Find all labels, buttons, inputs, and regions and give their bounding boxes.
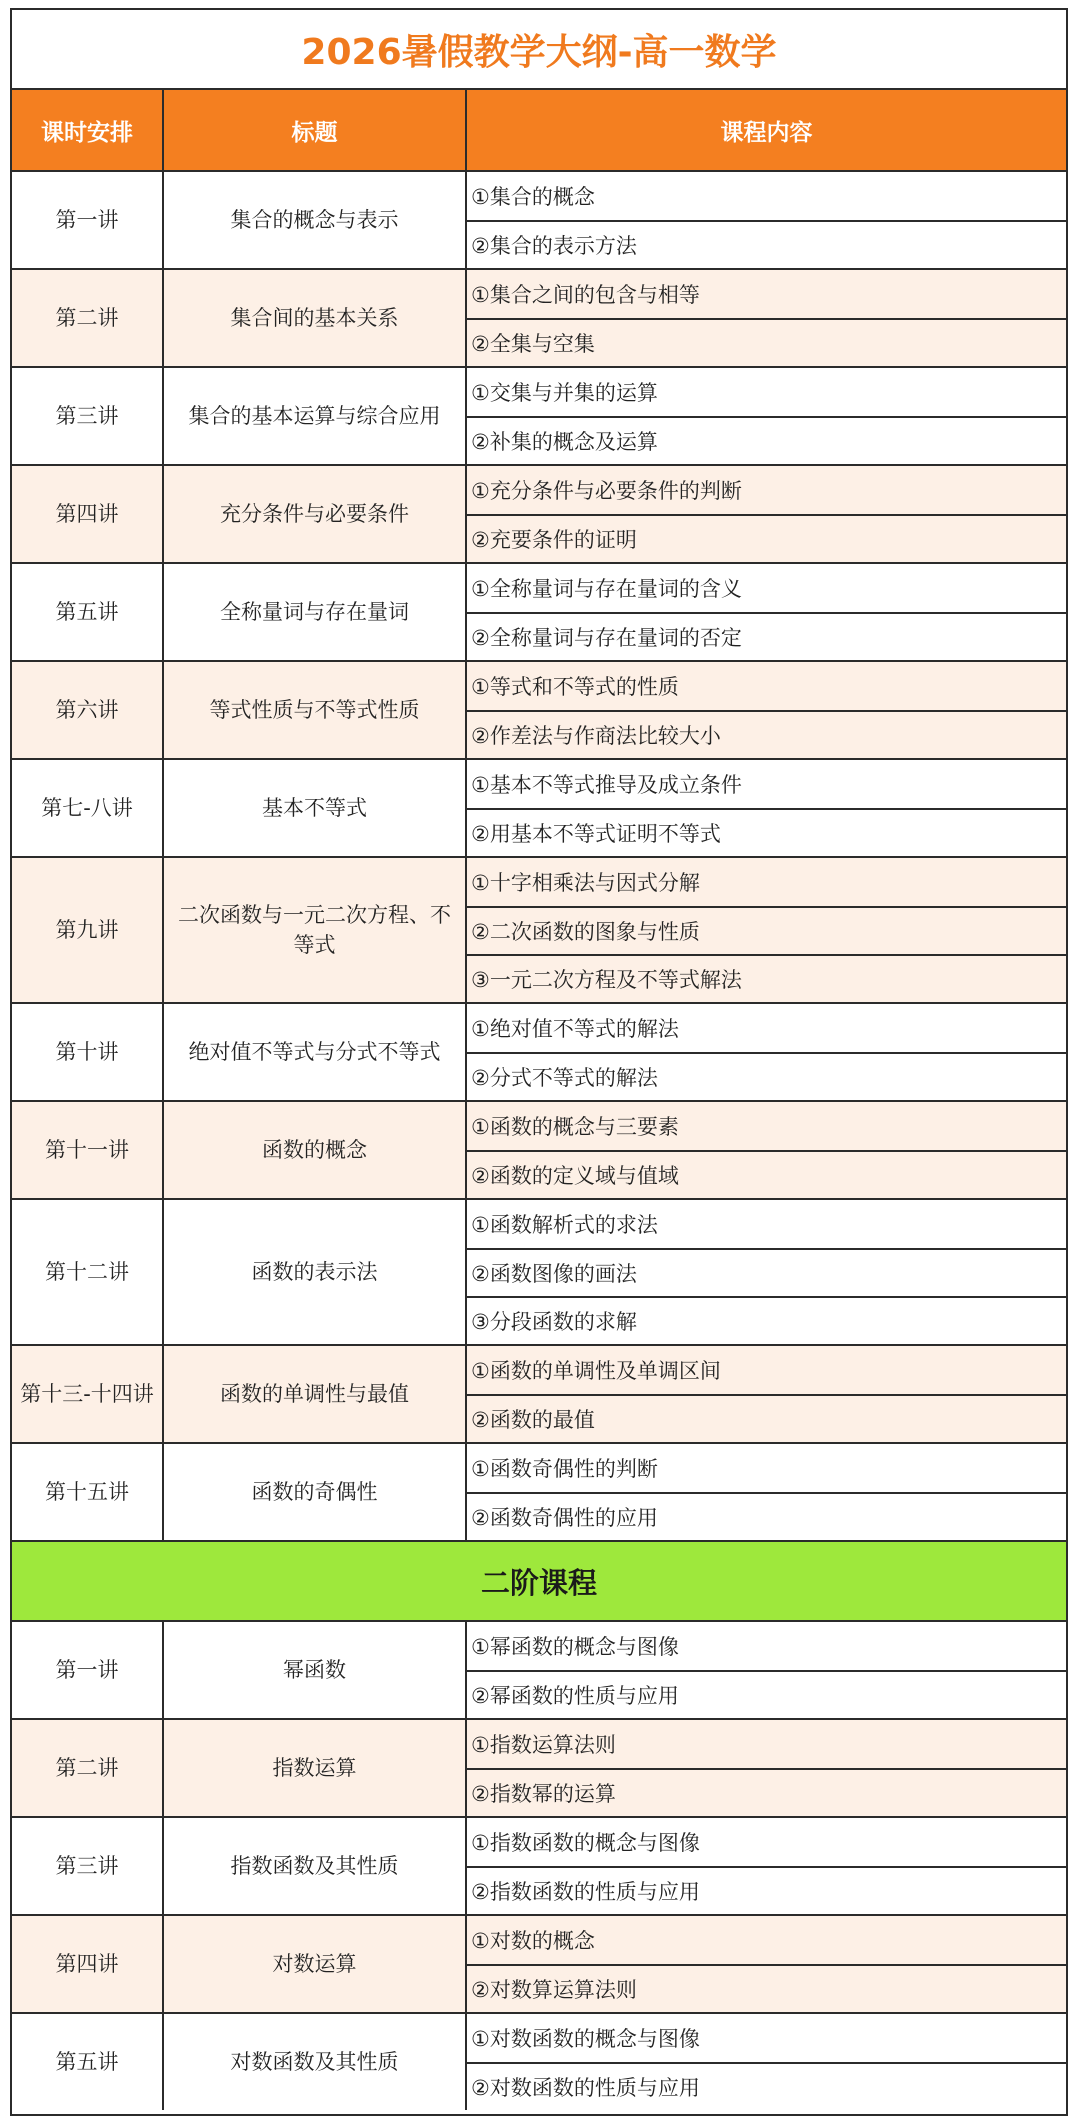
content-item: ①函数的概念与三要素 [471, 1115, 679, 1139]
content-item: ①函数的单调性及单调区间 [471, 1359, 721, 1383]
title-cell: 集合的基本运算与综合应用 [162, 368, 465, 464]
content-item: ②充要条件的证明 [467, 514, 1066, 562]
content-item: ②对数算运算法则 [467, 1964, 1066, 2012]
table-row [12, 564, 1066, 662]
content-item: ②全集与空集 [467, 318, 1066, 366]
lesson-cell: 第一讲 [55, 208, 119, 232]
lesson-cell: 第四讲 [55, 1952, 119, 1976]
title-cell: 函数的概念 [162, 1102, 465, 1198]
content-cell [465, 662, 1066, 758]
content-item: ①对数函数的概念与图像 [471, 2027, 700, 2051]
content-cell [465, 466, 1066, 562]
content-cell [465, 1916, 1066, 2012]
table-row [12, 1200, 1066, 1346]
table-row [12, 172, 1066, 270]
table-row [12, 1102, 1066, 1200]
content-item: ②用基本不等式证明不等式 [467, 808, 1066, 856]
title-cell: 集合间的基本关系 [162, 270, 465, 366]
lesson-cell: 第二讲 [55, 306, 119, 330]
content-cell [465, 1102, 1066, 1198]
lesson-cell: 第九讲 [55, 918, 119, 942]
lesson-cell: 第五讲 [55, 2050, 119, 2074]
syllabus-table [10, 8, 1068, 2116]
title-cell: 指数运算 [162, 1720, 465, 1816]
table-row [12, 1720, 1066, 1818]
table-row [12, 760, 1066, 858]
content-cell [465, 1004, 1066, 1100]
title-cell: 函数的单调性与最值 [162, 1346, 465, 1442]
content-item: ②分式不等式的解法 [467, 1052, 1066, 1100]
table-row [12, 1444, 1066, 1542]
table-row [12, 1004, 1066, 1102]
title-cell: 对数函数及其性质 [162, 2014, 465, 2110]
content-item: ②指数函数的性质与应用 [467, 1866, 1066, 1914]
content-item: ③一元二次方程及不等式解法 [467, 954, 1066, 1002]
content-cell [465, 858, 1066, 1002]
lesson-cell: 第三讲 [55, 1854, 119, 1878]
content-cell [465, 172, 1066, 268]
title-cell: 二次函数与一元二次方程、不等式 [162, 858, 465, 1002]
lesson-cell: 第一讲 [55, 1658, 119, 1682]
title-cell: 对数运算 [162, 1916, 465, 2012]
content-item: ②函数的最值 [467, 1394, 1066, 1442]
content-cell [465, 1720, 1066, 1816]
title-cell: 全称量词与存在量词 [162, 564, 465, 660]
title-cell: 等式性质与不等式性质 [162, 662, 465, 758]
content-item: ②全称量词与存在量词的否定 [467, 612, 1066, 660]
content-item: ①基本不等式推导及成立条件 [471, 773, 742, 797]
content-item: ②作差法与作商法比较大小 [467, 710, 1066, 758]
title-cell: 绝对值不等式与分式不等式 [162, 1004, 465, 1100]
content-cell [465, 564, 1066, 660]
header-lesson: 课时安排 [41, 119, 133, 146]
lesson-cell: 第十三-十四讲 [20, 1382, 154, 1406]
part2-rows [12, 1622, 1066, 2110]
content-cell [465, 270, 1066, 366]
table-row [12, 2014, 1066, 2110]
content-item: ①指数运算法则 [471, 1733, 616, 1757]
table-row [12, 858, 1066, 1004]
content-item: ①幂函数的概念与图像 [471, 1635, 679, 1659]
content-item: ②函数图像的画法 [467, 1248, 1066, 1296]
content-cell [465, 1200, 1066, 1344]
lesson-cell: 第十二讲 [45, 1260, 129, 1284]
title-cell: 指数函数及其性质 [162, 1818, 465, 1914]
table-header [12, 90, 1066, 172]
header-content: 课程内容 [465, 90, 1066, 170]
content-cell [465, 2014, 1066, 2110]
content-item: ②二次函数的图象与性质 [467, 906, 1066, 954]
content-cell [465, 760, 1066, 856]
content-item: ②补集的概念及运算 [467, 416, 1066, 464]
content-item: ②函数奇偶性的应用 [467, 1492, 1066, 1540]
section-title: 二阶课程 [12, 1542, 1066, 1622]
content-item: ②集合的表示方法 [467, 220, 1066, 268]
lesson-cell: 第六讲 [55, 698, 119, 722]
lesson-cell: 第七-八讲 [41, 796, 133, 820]
title-cell: 集合的概念与表示 [162, 172, 465, 268]
table-row [12, 1818, 1066, 1916]
table-row [12, 662, 1066, 760]
content-cell [465, 1818, 1066, 1914]
lesson-cell: 第四讲 [55, 502, 119, 526]
part1-rows [12, 172, 1066, 1542]
content-item: ①对数的概念 [471, 1929, 595, 1953]
page-title: 2026暑假教学大纲-高一数学 [12, 10, 1066, 90]
content-item: ②幂函数的性质与应用 [467, 1670, 1066, 1718]
table-row [12, 1346, 1066, 1444]
content-cell [465, 1622, 1066, 1718]
table-row [12, 1916, 1066, 2014]
content-item: ①等式和不等式的性质 [471, 675, 679, 699]
content-item: ②对数函数的性质与应用 [467, 2062, 1066, 2110]
lesson-cell: 第三讲 [55, 404, 119, 428]
content-cell [465, 1444, 1066, 1540]
lesson-cell: 第二讲 [55, 1756, 119, 1780]
table-row [12, 1622, 1066, 1720]
title-cell: 函数的表示法 [162, 1200, 465, 1344]
lesson-cell: 第十讲 [55, 1040, 119, 1064]
table-row [12, 270, 1066, 368]
content-item: ②函数的定义域与值域 [467, 1150, 1066, 1198]
title-cell: 基本不等式 [162, 760, 465, 856]
header-title: 标题 [162, 90, 465, 170]
content-item: ①集合之间的包含与相等 [471, 283, 700, 307]
content-item: ①全称量词与存在量词的含义 [471, 577, 742, 601]
content-item: ①绝对值不等式的解法 [471, 1017, 679, 1041]
content-item: ①交集与并集的运算 [471, 381, 658, 405]
content-item: ①集合的概念 [471, 185, 595, 209]
content-cell [465, 1346, 1066, 1442]
lesson-cell: 第十一讲 [45, 1138, 129, 1162]
content-item: ①函数奇偶性的判断 [471, 1457, 658, 1481]
content-item: ①十字相乘法与因式分解 [471, 871, 700, 895]
content-item: ③分段函数的求解 [467, 1296, 1066, 1344]
title-cell: 幂函数 [162, 1622, 465, 1718]
table-row [12, 466, 1066, 564]
content-item: ①充分条件与必要条件的判断 [471, 479, 742, 503]
content-cell [465, 368, 1066, 464]
content-item: ①函数解析式的求法 [471, 1213, 658, 1237]
content-item: ①指数函数的概念与图像 [471, 1831, 700, 1855]
title-cell: 函数的奇偶性 [162, 1444, 465, 1540]
lesson-cell: 第十五讲 [45, 1480, 129, 1504]
table-row [12, 368, 1066, 466]
title-cell: 充分条件与必要条件 [162, 466, 465, 562]
content-item: ②指数幂的运算 [467, 1768, 1066, 1816]
lesson-cell: 第五讲 [55, 600, 119, 624]
